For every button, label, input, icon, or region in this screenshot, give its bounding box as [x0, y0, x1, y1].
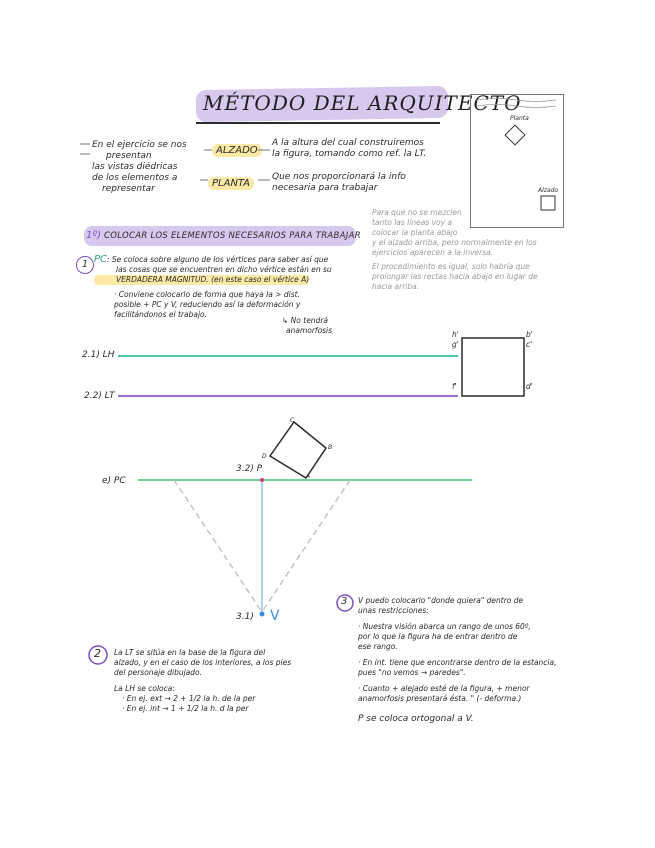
step2-text: [114, 648, 324, 714]
pc-line: : Se coloca sobre alguno de los vértices para saber así que: [107, 255, 329, 264]
side-note-line: El procedimiento es igual, solo habría que: [372, 262, 530, 271]
step3-line: V puedo colocarlo "donde quiera" dentro de: [358, 596, 524, 605]
vertex-b: B: [328, 444, 333, 451]
step2-item: · En ej. ext → 2 + 1/2 la h. de la per: [122, 694, 256, 703]
square-label-f: f': [452, 382, 457, 391]
vision-line-left: [174, 480, 262, 612]
step2-number: 2: [94, 647, 101, 660]
intro-line: representar: [102, 184, 155, 194]
plan-square: [270, 422, 326, 478]
pc-note-line: ↳ No tendrá: [282, 316, 328, 325]
alzado-tag: ALZADO: [212, 144, 262, 157]
pc-line: VERDADERA MAGNITUD. (en este caso el vértice A): [94, 275, 309, 285]
pc-line-label: e) PC: [102, 476, 126, 486]
step3-text: [358, 596, 568, 724]
step3-number: 3: [341, 596, 348, 607]
sketch-alzado-label: Alzado: [538, 187, 559, 194]
step3-bullet-line: por lo que la figura ha de entrar dentro de: [358, 632, 518, 641]
intro-line: En el ejercicio se nos: [92, 140, 187, 150]
lt-label: 2.2) LT: [84, 391, 115, 401]
square-label-d: d': [526, 382, 533, 391]
vertex-c: C: [290, 417, 295, 424]
side-note-line: ejercicios aparecen a la inversa.: [372, 248, 494, 257]
sketch-scribble: [476, 99, 556, 108]
step1-heading: COLOCAR LOS ELEMENTOS NECESARIOS PARA TRABAJAR: [104, 231, 361, 241]
sketch-planta-square: [505, 125, 525, 145]
square-label-b: b': [526, 330, 533, 339]
step2-lh: La LH se coloca:: [114, 684, 175, 693]
p-point: [260, 478, 264, 482]
lh-label: 2.1) LH: [82, 350, 115, 360]
alzado-line: A la altura del cual construiremos: [272, 138, 424, 148]
pc-bullet-line: posible + PC y V, reduciendo así la deformación y: [114, 300, 301, 309]
pc-note-line: anamorfosis: [286, 326, 333, 335]
intro-line: presentan: [106, 151, 152, 161]
step3-bullet-line: ese rango.: [358, 642, 398, 651]
v-letter: V: [270, 608, 280, 624]
vertex-d: D: [262, 453, 267, 460]
planta-tag: PLANTA: [208, 177, 254, 190]
step3-line: unas restricciones:: [358, 606, 429, 615]
v-point: [260, 612, 265, 617]
side-note-line: Para que no se mezclen: [372, 208, 462, 217]
v-label: 3.1): [236, 612, 254, 622]
pc-bullet-line: · Conviene colocarlo de forma que haya la > dist.: [114, 290, 300, 299]
pc-line: las cosas que se encuentren en dicho vértice están en su: [116, 265, 332, 274]
alzado-line: la figura, tomando como ref. la LT.: [272, 149, 427, 159]
p-label: 3.2) P: [236, 464, 263, 474]
planta-line: Que nos proporcionará la info: [272, 172, 406, 182]
step3-bullet: [358, 684, 568, 704]
step3-bullet: [358, 622, 568, 652]
pc-bullet-line: facilitándonos el trabajo.: [114, 310, 207, 319]
step1-number: 1º): [86, 230, 101, 241]
step2-line: La LT se sitúa en la base de la figura del: [114, 648, 266, 657]
side-note-line: colocar la planta abajo: [372, 228, 458, 237]
intro-line: de los elementos a: [92, 173, 178, 183]
step3-p-line: P se coloca ortogonal a V.: [358, 714, 474, 724]
page-title: MÉTODO DEL ARQUITECTO: [203, 91, 522, 115]
vision-line-right: [262, 480, 350, 612]
pc-label: PC: [94, 254, 108, 265]
side-note-line: tanto las líneas voy a: [372, 218, 453, 227]
step2-line: alzado, y en el caso de los interiores, a los pies: [114, 658, 292, 667]
square-label-h: h': [452, 330, 459, 339]
sketch-alzado-square: [541, 196, 555, 210]
side-note-line: prolongar las rectas hacia abajo en lugar de: [372, 272, 538, 281]
sketch-planta-label: Planta: [510, 115, 529, 122]
vertex-a: A: [306, 473, 311, 480]
square-label-c: c': [526, 340, 533, 349]
step3-bullet-line: · En int. tiene que encontrarse dentro de la estancia,: [358, 658, 557, 667]
step3-bullet-line: · Nuestra visión abarca un rango de unos 60º,: [358, 622, 531, 631]
intro-line: las vistas diédricas: [92, 162, 178, 172]
side-note-line: hacia arriba.: [372, 282, 420, 291]
step2-item: · En ej. int → 1 + 1/2 la h. d la per: [122, 704, 249, 713]
step3-bullet-line: pues "no vemos → paredes".: [358, 668, 466, 677]
intro-arrows: [80, 144, 270, 180]
side-note-line: y el alzado arriba, pero normalmente en los: [372, 238, 537, 247]
planta-line: necesaria para trabajar: [272, 183, 378, 193]
elevation-square: [462, 338, 524, 396]
step3-bullet: [358, 658, 568, 678]
square-label-g: g': [452, 340, 459, 349]
step1-pc-number: 1: [76, 256, 94, 274]
step3-bullet-line: · Cuanto + alejado esté de la figura, + menor: [358, 684, 530, 693]
step3-bullet-line: anamorfosis presentará ésta. " (- deforma.): [358, 694, 522, 703]
step2-line: del personaje dibujado.: [114, 668, 203, 677]
